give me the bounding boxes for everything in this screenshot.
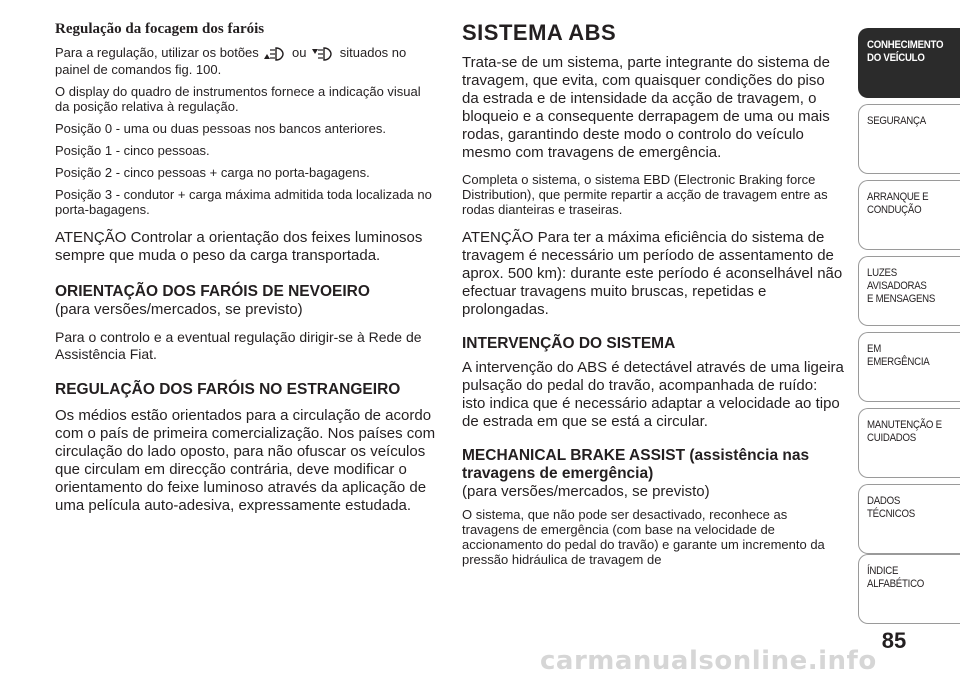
- nav-tab-conhecimento[interactable]: CONHECIMENTO DO VEÍCULO: [858, 28, 960, 98]
- headlight-up-icon: [262, 46, 288, 62]
- nav-tab-dados[interactable]: DADOS TÉCNICOS: [858, 484, 960, 554]
- focus-title: Regulação da focagem dos faróis: [55, 21, 265, 37]
- nav-tab-emergencia[interactable]: EM EMERGÊNCIA: [858, 332, 960, 402]
- focus-intro: Para a regulação, utilizar os botões ou situados no painel de comandos fig. 100.: [55, 45, 407, 77]
- headlight-down-icon: [310, 46, 336, 62]
- fog-text: Para o controlo e a eventual regulação dirigir-se à Rede de Assistência Fiat.: [55, 328, 422, 362]
- abroad-text: Os médios estão orientados para a circulação de acordo com o país de primeira comercialização. Nos países com circulação do lado oposto, para não ofuscar os veículos que circulam em direcção contrária, deve modificar o orientamento do feixe luminoso através da aplicação de uma película auto-adesiva, expressamente estudada.: [55, 406, 436, 514]
- display-text: O display do quadro de instrumentos fornece a indicação visual da posição relativa à regulação.: [55, 83, 421, 114]
- load-warning: ATENÇÃO Controlar a orientação dos feixes luminosos sempre que muda o peso da carga transportada.: [55, 228, 423, 264]
- watermark: carmanualsonline.info: [540, 646, 877, 676]
- position-item: Posição 0 - uma ou duas pessoas nos bancos anteriores.: [55, 120, 386, 136]
- nav-tab-manutencao[interactable]: MANUTENÇÃO E CUIDADOS: [858, 408, 960, 478]
- mba-title: MECHANICAL BRAKE ASSIST (assistência nas travagens de emergência): [462, 447, 810, 482]
- abs-text: Trata-se de um sistema, parte integrante do sistema de travagem, que evita, com quaisquer condições do piso da estrada e de intensidade da acção de travagem, o bloqueio e a consequente derrapagem de uma ou mais rodas, garantindo deste modo o controlo do veículo mesmo com travagens de emergência.: [462, 54, 830, 161]
- left-column: [55, 14, 437, 525]
- mba-text: O sistema, que não pode ser desactivado, reconhece as travagens de emergência (com base na velocidade de accionamento do pedal do travão) e garante um incremento da pressão hidráulica de travagem de: [462, 507, 825, 567]
- nav-tab-arranque[interactable]: ARRANQUE E CONDUÇÃO: [858, 180, 960, 250]
- page-number: 85: [881, 628, 907, 653]
- abroad-title: REGULAÇÃO DOS FARÓIS NO ESTRANGEIRO: [55, 380, 401, 398]
- position-item: Posição 3 - condutor + carga máxima admitida toda localizada no porta-bagagens.: [55, 186, 432, 217]
- chapter-nav: [858, 0, 960, 678]
- ebd-text: Completa o sistema, o sistema EBD (Electronic Braking force Distribution), que permite repartir a acção de travagem entre as rodas dianteiras e traseiras.: [462, 172, 828, 217]
- intervention-title: INTERVENÇÃO DO SISTEMA: [462, 335, 676, 352]
- nav-tab-indice[interactable]: ÍNDICE ALFABÉTICO: [858, 554, 960, 624]
- abs-title: SISTEMA ABS: [462, 20, 617, 45]
- mba-subtitle: (para versões/mercados, se previsto): [462, 483, 710, 500]
- nav-tab-luzes[interactable]: LUZES AVISADORAS E MENSAGENS: [858, 256, 960, 326]
- position-item: Posição 1 - cinco pessoas.: [55, 142, 210, 158]
- intervention-text: A intervenção do ABS é detectável através de uma ligeira pulsação do pedal do travão, acompanhada de ruído: isto indica que é necessário adaptar a velocidade ao tipo de estrada em que se está a circular.: [462, 359, 844, 430]
- right-column: [462, 14, 844, 574]
- nav-tab-seguranca[interactable]: SEGURANÇA: [858, 104, 960, 174]
- running-in-warning: ATENÇÃO Para ter a máxima eficiência do sistema de travagem é necessário um período de assentamento de aprox. 500 km): durante este período é aconselhável não efectuar travagens muito bruscas, repetidas e prolongadas.: [462, 229, 843, 318]
- position-item: Posição 2 - cinco pessoas + carga no porta-bagagens.: [55, 164, 370, 180]
- fog-title: ORIENTAÇÃO DOS FARÓIS DE NEVOEIRO: [55, 282, 370, 300]
- fog-subtitle: (para versões/mercados, se previsto): [55, 300, 303, 318]
